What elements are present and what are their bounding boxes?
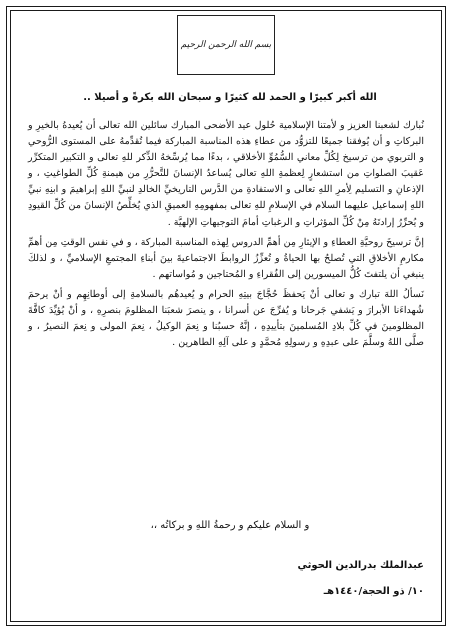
basmala-calligraphy: بسم الله الرحمن الرحيم [180, 39, 272, 50]
letter-date: ١٠/ ذو الحجة/١٤٤٠هـ [323, 586, 424, 597]
basmala-box [177, 15, 275, 75]
paragraph-3: نَسألُ اللهَ تبارك و تعالى أنْ يَحفظَ حُجَّاجَ بيتِهِ الحرام و يُعيدهُم بالسلامةِ إلى أوطانِهِم و أنْ يرحمَ شُهداءَنا الأبرارَ و يَشفي جَرحانا و يُفرِّجَ عن أسرانا ، و ينصرَ شعبَنا المظلومَ بنصرِهِ ، و أنْ يُؤيِّدَ كافَّةَ المظلومينَ في كُلِّ بلادِ المُسلمينَ بتأييدِهِ ، إنَّهُ حسبُنا و نِعمَ الوكيلُ ، نِعمَ المولى و نِعمَ النصيرُ ، و صلَّى اللهُ وسلَّمَ على عبدِهِ و رسولِهِ مُحمَّدٍ و على آلِهِ الطاهرين . [28, 288, 424, 349]
letter-body [28, 118, 424, 351]
closing-salutation: و السلام عليكم و رحمةُ اللهِ و بركاتُه ،، [150, 520, 310, 531]
signature-name: عبدالملك بدرالدين الحوثي [297, 560, 424, 571]
opening-heading: الله أكبر كبيرًا و الحمد لله كثيرًا و سبحان الله بكرةً و أصيلا .. [83, 92, 377, 103]
paragraph-1: نُبارك لشعبنا العزيز و لأمتنا الإسلامية حُلول عيد الأضحى المبارك سائلين الله تعالى أن يُعيدهُ بالخيرِ و البركاتِ و أن يُوفقنا جميعًا للتزوُّد من عطاءِ هذه المناسبة المباركة فيما تُقدِّمهُ على المستوى الرُّوحي و التربوي من ترسيخ لِكُلِّ معاني السُّمُوِّ الأخلاقي ، بدءًا مما يُرسِّخهُ الذِّكر للهِ تعالى و التكبير المتكرِّر عَقيبَ الصلواتِ من استشعارٍ لِعظمةِ اللهِ تعالى يُساعدُ الإنسانَ للتَّحرُّرِ من هيمنةِ كُلِّ الطواغيتِ ، و الإذعانِ و التسليم لِأمرِ اللهِ تعالى و الاستفادةِ من الدَّرس التاريخيِّ الخالدِ لنبيِّ اللهِ إبراهيمَ و ابنِهِ نبيِّ اللهِ إسماعيل عليهما السلام في الإسلامِ للهِ تعالى بمفهومِهِ العميقِ الذي يُخلِّصُ الإنسانَ من كُلِّ القيودِ و يُحرِّرُ إرادتَهُ مِنْ كُلِّ المؤثراتِ و الرغباتِ أمامَ التوجيهاتِ الإلهيَّة . [28, 120, 424, 228]
paragraph-2: إنَّ ترسيخَ روحيَّةِ العطاءِ و الإيثارِ مِن أهمِّ الدروس لِهذه المناسبة المباركة ، و في نفس الوقتِ مِن أهمِّ مكارمِ الأخلاقِ التي تُصلحُ بها الحياةُ و تُعزِّزُ الروابطَ الاجتماعيةَ بينَ أبناءِ المجتمعِ الإسلاميِّ ، و لذلكَ ينبغي أن يلتفتَ كُلُّ الميسورين إلى الفُقراءِ و المُحتاجين و مُواساتهم . [28, 236, 424, 280]
